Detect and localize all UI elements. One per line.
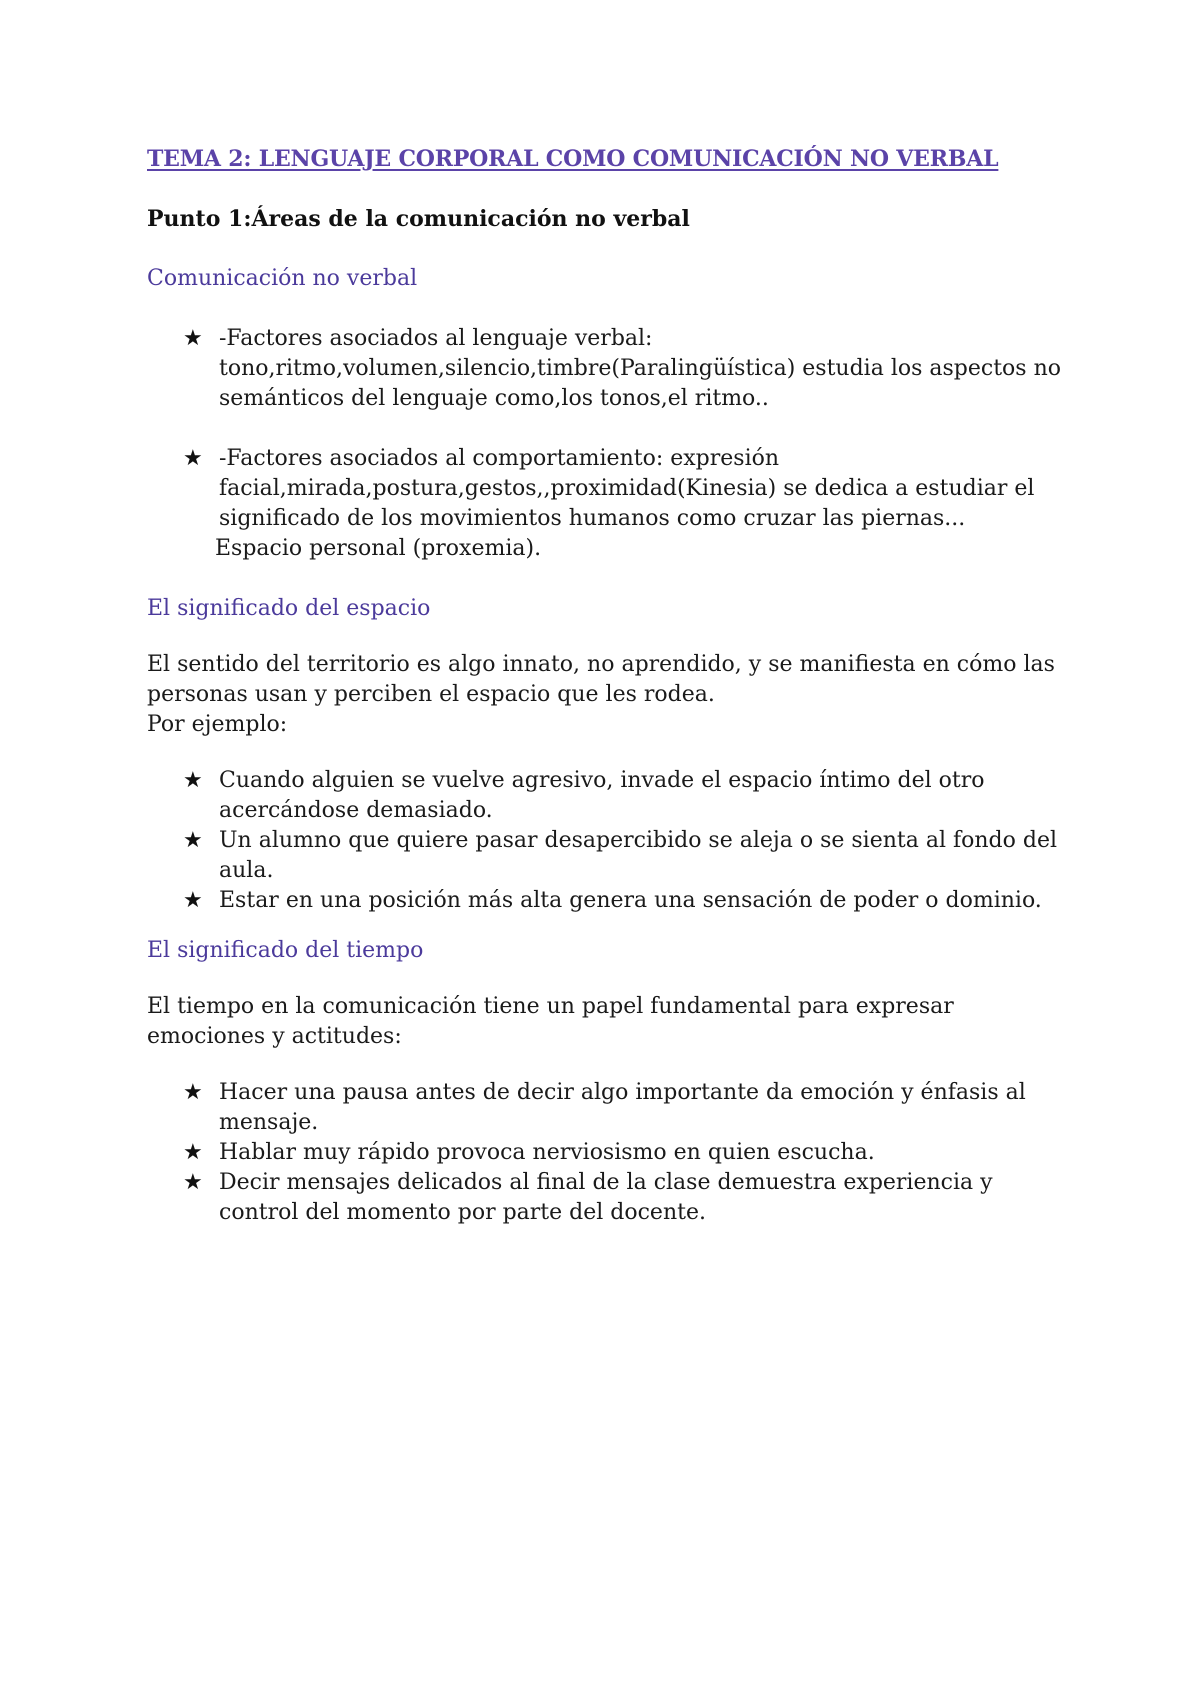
star-bullet-icon: ★ xyxy=(183,1080,203,1105)
list-item-text: Hablar muy rápido provoca nerviosismo en quien escucha. xyxy=(219,1140,875,1165)
heading-significado-espacio: El significado del espacio xyxy=(147,596,431,621)
list-item xyxy=(147,1168,1077,1228)
star-bullet-icon: ★ xyxy=(183,446,203,471)
list-tiempo xyxy=(147,1078,1077,1228)
paragraph-text: El sentido del territorio es algo innato, no aprendido, y se manifiesta en cómo las personas usan y perciben el espacio que les rodea. xyxy=(147,652,1055,707)
list-item xyxy=(147,886,1077,916)
heading-comunicacion-no-verbal: Comunicación no verbal xyxy=(147,266,418,291)
list-espacio xyxy=(147,766,1077,916)
paragraph-text: Por ejemplo: xyxy=(147,712,288,737)
star-bullet-icon: ★ xyxy=(183,1170,203,1195)
star-bullet-icon: ★ xyxy=(183,768,203,793)
list-item xyxy=(147,826,1077,886)
list-item-text: Hacer una pausa antes de decir algo importante da emoción y énfasis al mensaje. xyxy=(219,1080,1026,1135)
list-item xyxy=(147,1078,1077,1138)
list-item xyxy=(147,766,1077,826)
list-item-text: Cuando alguien se vuelve agresivo, invade el espacio íntimo del otro acercándose demasiado. xyxy=(219,768,985,823)
star-bullet-icon: ★ xyxy=(183,888,203,913)
star-bullet-icon: ★ xyxy=(183,1140,203,1165)
heading-significado-tiempo: El significado del tiempo xyxy=(147,938,424,963)
star-bullet-icon: ★ xyxy=(183,326,203,351)
list-item xyxy=(147,1138,1077,1168)
list-comunicacion xyxy=(147,324,1077,534)
list-item-text: -Factores asociados al comportamiento: expresión facial,mirada,postura,gestos,,proximidad(Kinesia) se dedica a estudiar el significado de los movimientos humanos como cruzar las piernas... xyxy=(219,446,1035,531)
document-title: TEMA 2: LENGUAJE CORPORAL COMO COMUNICACIÓN NO VERBAL xyxy=(147,146,999,172)
list-item-text: Decir mensajes delicados al final de la clase demuestra experiencia y control del momento por parte del docente. xyxy=(219,1170,993,1225)
section-title: Punto 1:Áreas de la comunicación no verbal xyxy=(147,206,690,232)
espacio-personal-line: Espacio personal (proxemia). xyxy=(215,536,542,561)
paragraph-espacio xyxy=(147,650,1077,740)
list-item-text: Un alumno que quiere pasar desapercibido se aleja o se sienta al fondo del aula. xyxy=(219,828,1058,883)
list-item-text: -Factores asociados al lenguaje verbal: tono,ritmo,volumen,silencio,timbre(Paralingüística) estudia los aspectos no semánticos del lenguaje como,los tonos,el ritmo.. xyxy=(219,326,1061,411)
list-item xyxy=(147,324,1077,414)
paragraph-tiempo xyxy=(147,992,1077,1052)
list-item-text: Estar en una posición más alta genera una sensación de poder o dominio. xyxy=(219,888,1042,913)
list-item xyxy=(147,444,1077,534)
paragraph-text: El tiempo en la comunicación tiene un papel fundamental para expresar emociones y actitudes: xyxy=(147,994,954,1049)
star-bullet-icon: ★ xyxy=(183,828,203,853)
